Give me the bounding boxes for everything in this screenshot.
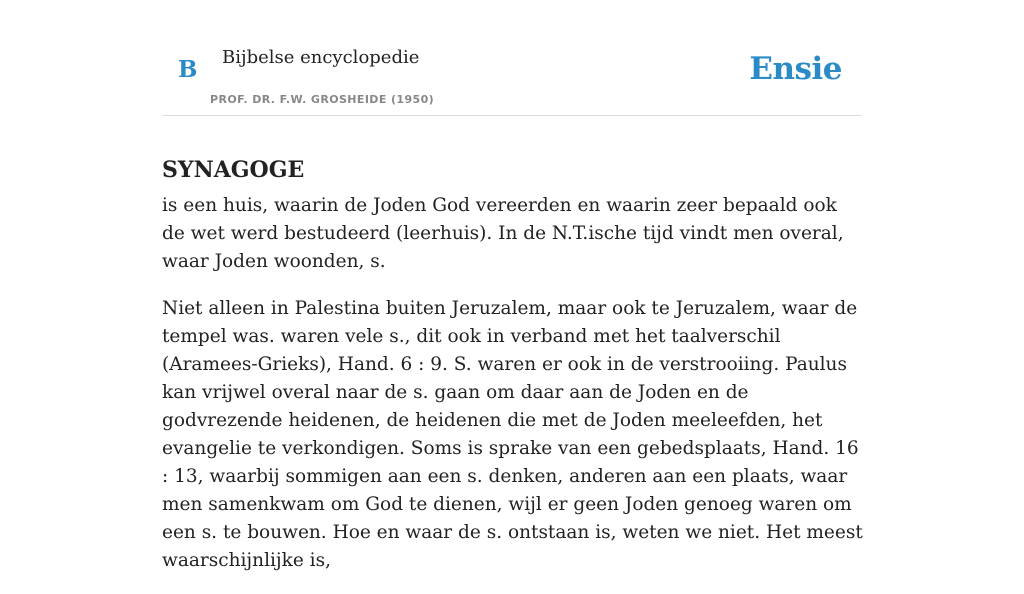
ensie-logo-link[interactable]: Ensie (749, 51, 842, 87)
entry-title: SYNAGOGE (162, 156, 305, 183)
header (162, 0, 862, 116)
book-logo[interactable]: B (178, 56, 198, 83)
article-body (162, 192, 864, 594)
article-paragraph: Niet alleen in Palestina buiten Jeruzalem, maar ook te Jeruzalem, waar de tempel was. waren vele s., dit ook in verband met het taalverschil (Aramees-Grieks), Hand. 6 : 9. S. waren er ook in de verstrooiing. Paulus kan vrijwel overal naar de s. gaan om daar aan de Joden en de godvrezende heidenen, de heidenen die met de Joden meeleefden, het evangelie te verkondigen. Soms is sprake van een gebedsplaats, Hand. 16 : 13, waarbij sommigen aan een s. denken, anderen aan een plaats, waar men samenkwam om God te dienen, wijl er geen Joden genoeg waren om een s. te bouwen. Hoe en waar de s. ontstaan is, weten we niet. Het meest waarschijnlijke is, (162, 298, 863, 571)
book-title-link[interactable]: Bijbelse encyclopedie (222, 47, 420, 68)
book-author: PROF. DR. F.W. GROSHEIDE (1950) (210, 93, 435, 106)
article-paragraph: is een huis, waarin de Joden God vereerden en waarin zeer bepaald ook de wet werd bestudeerd (leerhuis). In de N.T.ische tijd vindt men overal, waar Joden woonden, s. (162, 195, 844, 272)
